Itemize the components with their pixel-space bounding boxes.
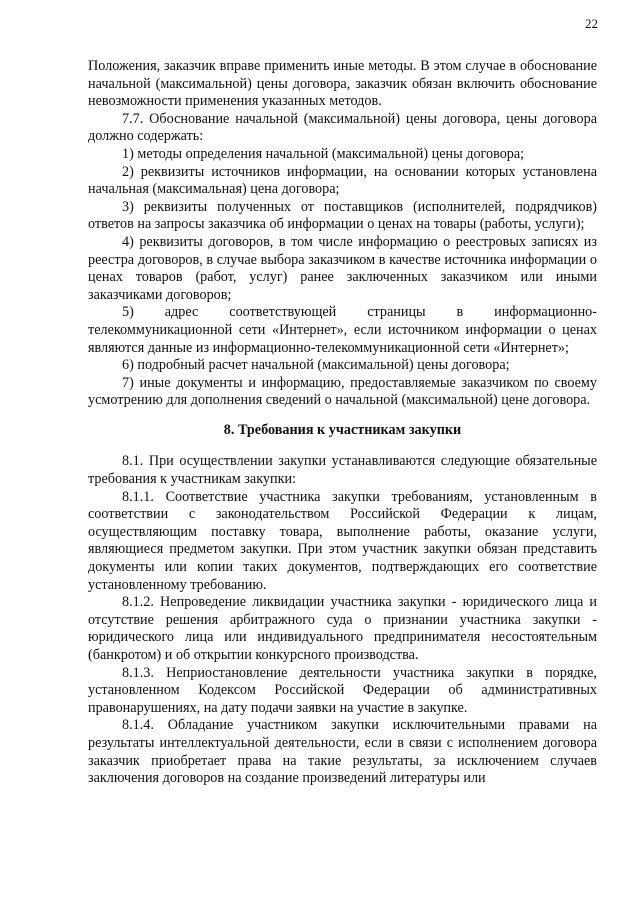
paragraph-continuation: Положения, заказчик вправе применить иные методы. В этом случае в обоснование начальной (максимальной) цены договора, заказчик обязан включить обоснование невозможности применения указанных методов. [88,58,597,110]
list-item-4: 4) реквизиты договоров, в том числе информацию о реестровых записях из реестра договоров, в случае выбора заказчиком в качестве источника информации о ценах товаров (работ, услуг) ранее заключенных заказчиком или иными заказчиками договоров; [88,233,597,303]
paragraph-8-1: 8.1. При осуществлении закупки устанавливаются следующие обязательные требования к участникам закупки: [88,453,597,488]
section-heading: 8. Требования к участникам закупки [223,421,462,438]
paragraph-8-1-3: 8.1.3. Неприостановление деятельности участника закупки в порядке, установленном Кодексом Российской Федерации об административных правонарушениях, на дату подачи заявки на участие в закупке. [88,664,597,716]
paragraph-8-1-2: 8.1.2. Непроведение ликвидации участника закупки - юридического лица и отсутствие решения арбитражного суда о признании участника закупки - юридического лица или индивидуального предпринимателя несостоятельным (банкротом) и об открытии конкурсного производства. [88,594,597,663]
paragraph-8-1-1: 8.1.1. Соответствие участника закупки требованиям, установленным в соответствии с законодательством Российской Федерации к лицам, осуществляющим поставку товара, выполнение работы, оказание услуги, являющиеся предметом закупки. При этом участник закупки обязан представить документы или копии таких документов, подтверждающих его соответствие установленному требованию. [88,488,597,593]
page-number: 22 [585,16,598,31]
list-item-5: 5) адрес соответствующей страницы в информационно-телекоммуникационной сети «Интернет», если источником информации о ценах являются данные из информационно-телекоммуникационной сети «Интернет»; [88,304,597,356]
list-item-6: 6) подробный расчет начальной (максимальной) цены договора; [122,357,510,374]
paragraph-8-1-4: 8.1.4. Обладание участником закупки исключительными правами на результаты интеллектуальной деятельности, если в связи с исполнением договора заказчик приобретает права на такие результаты, за исключением случаев заключения договоров на создание произведений литературы или [88,717,597,787]
document-body [88,58,597,788]
list-item-3: 3) реквизиты полученных от поставщиков (исполнителей, подрядчиков) ответов на запросы заказчика об информации о ценах на товары (работы, услуги); [88,198,597,233]
paragraph-7-7: 7.7. Обоснование начальной (максимальной) цены договора, цены договора должно содержать: [88,110,597,145]
list-item-2: 2) реквизиты источников информации, на основании которых установлена начальная (максимальная) цена договора; [88,163,597,198]
list-item-1: 1) методы определения начальной (максимальной) цены договора; [122,145,525,162]
list-item-7: 7) иные документы и информацию, предоставляемые заказчиком по своему усмотрению для дополнения сведений о начальной (максимальной) цене договора. [88,374,597,409]
